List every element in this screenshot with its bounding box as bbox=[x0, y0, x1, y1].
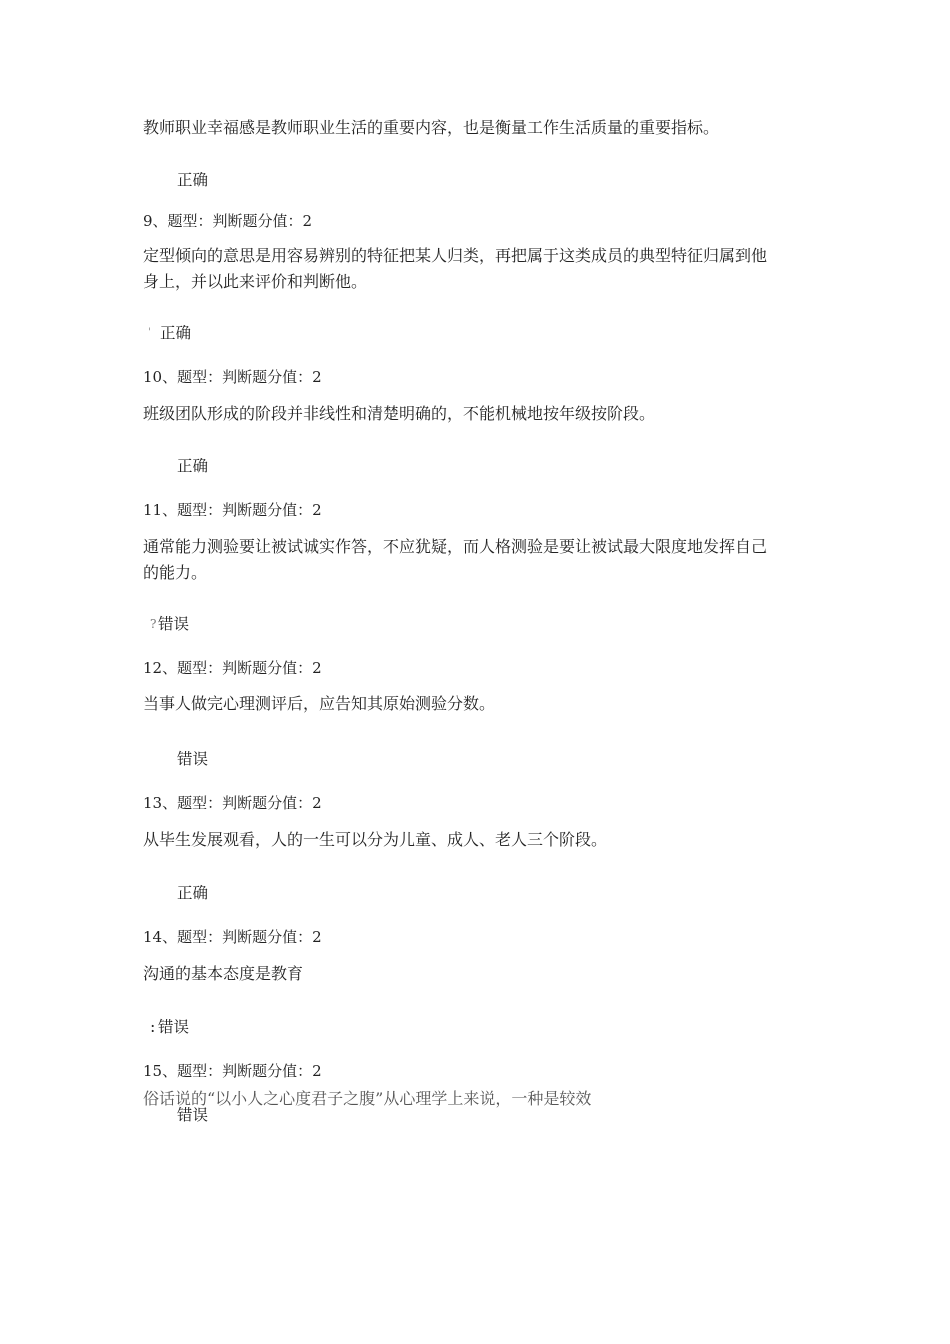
question-text-10: 班级团队形成的阶段并非线性和清楚明确的，不能机械地按年级按阶段。 bbox=[143, 404, 656, 423]
question-text-13: 从毕生发展观看，人的一生可以分为儿童、成人、老人三个阶段。 bbox=[143, 830, 608, 849]
question-text-14: 沟通的基本态度是教育 bbox=[143, 964, 304, 983]
question-header-10: 10、题型：判断题分值：2 bbox=[143, 368, 322, 386]
answer-9: 正确 bbox=[160, 324, 192, 342]
question-text-15: 俗话说的“以小人之心度君子之腹”从心理学上来说，一种是较效 bbox=[143, 1089, 592, 1108]
question-header-15: 15、题型：判断题分值：2 bbox=[143, 1062, 322, 1080]
answer-11: 错误 bbox=[158, 615, 190, 633]
question-text-9: 定型倾向的意思是用容易辨别的特征把某人归类，再把属于这类成员的典型特征归属到他 bbox=[143, 246, 768, 265]
question-text-9-cont: 身上，并以此来评价和判断他。 bbox=[143, 272, 368, 291]
answer-prefix-mark: ? bbox=[150, 617, 157, 631]
answer-prefix-mark: ' bbox=[148, 327, 151, 338]
question-header-12: 12、题型：判断题分值：2 bbox=[143, 659, 322, 677]
answer-13: 正确 bbox=[177, 884, 209, 902]
question-text-15-clipped bbox=[143, 1089, 623, 1108]
question-header-14: 14、题型：判断题分值：2 bbox=[143, 928, 322, 946]
question-text-11-cont: 的能力。 bbox=[143, 563, 208, 582]
question-header-11: 11、题型：判断题分值：2 bbox=[143, 501, 322, 519]
question-header-13: 13、题型：判断题分值：2 bbox=[143, 794, 322, 812]
question-text-12: 当事人做完心理测评后，应告知其原始测验分数。 bbox=[143, 694, 496, 713]
answer-15: 错误 bbox=[177, 1106, 209, 1124]
answer-14: 错误 bbox=[158, 1018, 190, 1036]
question-text-11: 通常能力测验要让被试诚实作答，不应犹疑，而人格测验是要让被试最大限度地发挥自己 bbox=[143, 537, 768, 556]
answer-prefix-mark: : bbox=[150, 1017, 156, 1036]
answer-12: 错误 bbox=[177, 750, 209, 768]
answer-10: 正确 bbox=[177, 457, 209, 475]
question-header-9: 9、题型：判断题分值：2 bbox=[143, 212, 313, 230]
intro-statement: 教师职业幸福感是教师职业生活的重要内容，也是衡量工作生活质量的重要指标。 bbox=[143, 118, 720, 137]
intro-answer: 正确 bbox=[177, 171, 209, 189]
